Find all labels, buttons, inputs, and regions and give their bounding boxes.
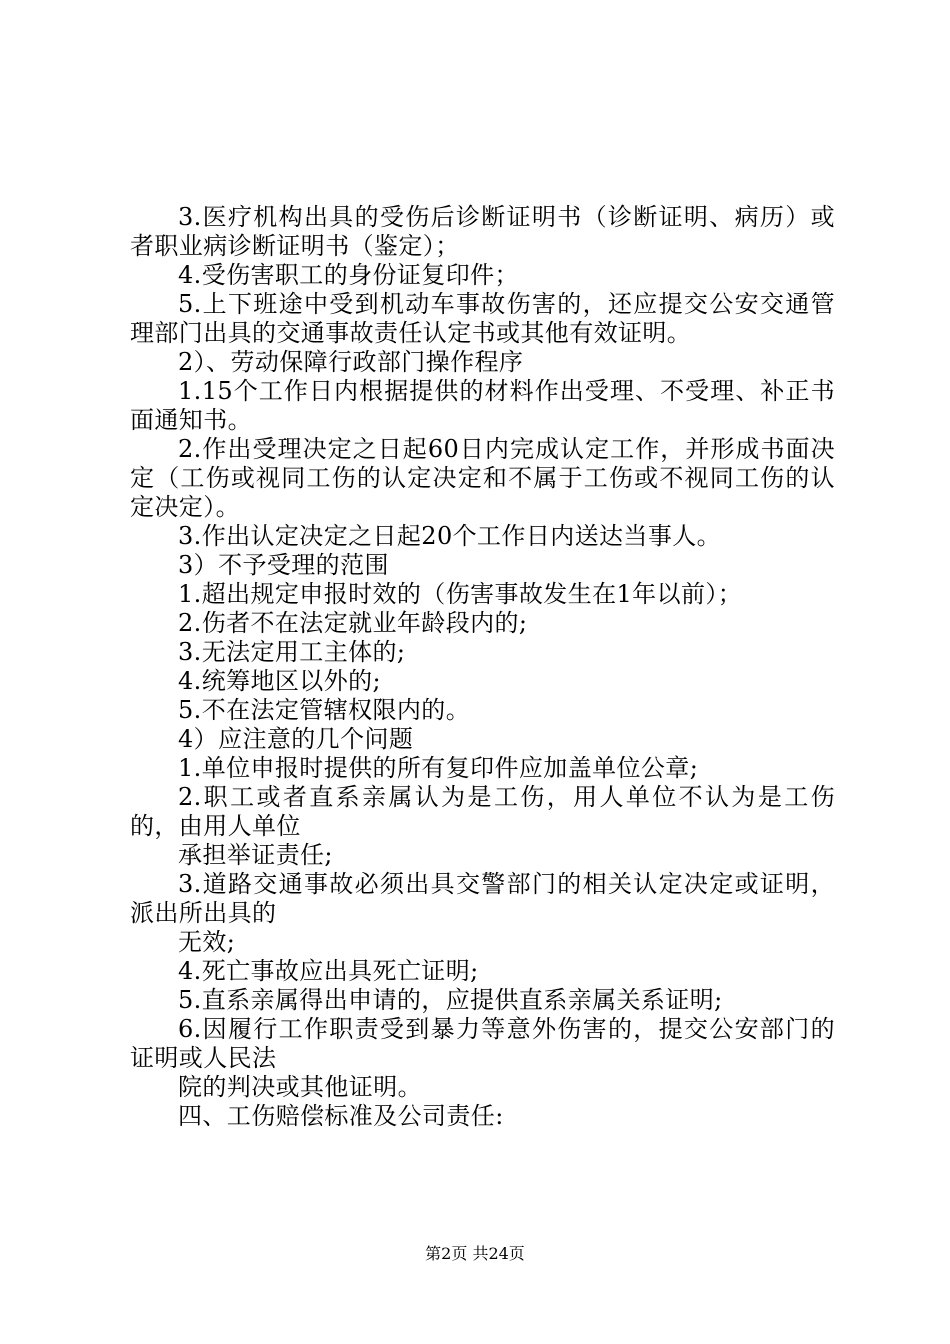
paragraph-60-days: 2.作出受理决定之日起60日内完成认定工作，并形成书面决定（工伤或视同工伤的认定决定和不属于工伤或不视同工伤的认定决定）。 <box>130 435 835 521</box>
list-item-traffic-police: 3.道路交通事故必须出具交警部门的相关认定决定或证明，派出所出具的 <box>130 870 835 927</box>
paragraph-20-days: 3.作出认定决定之日起20个工作日内送达当事人。 <box>178 522 722 550</box>
list-item-burden-of-proof: 2.职工或者直系亲属认为是工伤，用人单位不认为是工伤的，由用人单位 <box>130 783 835 840</box>
list-item-death-certificate: 4.死亡事故应出具死亡证明; <box>178 957 479 985</box>
list-item-age: 2.伤者不在法定就业年龄段内的; <box>178 609 528 637</box>
section-heading-compensation: 四、工伤赔偿标准及公司责任: <box>178 1102 504 1130</box>
list-item-traffic-police-cont: 无效; <box>178 928 236 956</box>
section-heading-not-accepted: 3）不予受理的范围 <box>178 551 389 579</box>
list-item-employer: 3.无法定用工主体的; <box>178 638 406 666</box>
paragraph-diagnosis-certificate: 3.医疗机构出具的受伤后诊断证明书（诊断证明、病历）或者职业病诊断证明书（鉴定）； <box>130 203 835 260</box>
list-item-time-limit: 1.超出规定申报时效的（伤害事故发生在1年以前）； <box>178 580 743 608</box>
list-item-violence: 6.因履行工作职责受到暴力等意外伤害的，提交公安部门的证明或人民法 <box>130 1015 835 1072</box>
list-item-seal: 1.单位申报时提供的所有复印件应加盖单位公章; <box>178 754 699 782</box>
list-item-burden-of-proof-cont: 承担举证责任; <box>178 841 333 869</box>
paragraph-id-copy: 4.受伤害职工的身份证复印件； <box>178 261 519 289</box>
document-body <box>130 203 835 1131</box>
list-item-region: 4.统筹地区以外的; <box>178 667 381 695</box>
paragraph-traffic-accident: 5.上下班途中受到机动车事故伤害的，还应提交公安交通管理部门出具的交通事故责任认定书或其他有效证明。 <box>130 290 835 347</box>
list-item-violence-cont: 院的判决或其他证明。 <box>178 1073 422 1101</box>
list-item-relatives: 5.直系亲属得出申请的，应提供直系亲属关系证明; <box>178 986 723 1014</box>
section-heading-issues: 4）应注意的几个问题 <box>178 725 414 753</box>
list-item-jurisdiction: 5.不在法定管辖权限内的。 <box>178 696 471 724</box>
paragraph-15-days: 1.15个工作日内根据提供的材料作出受理、不受理、补正书面通知书。 <box>130 377 835 434</box>
page-number-footer: 第2页 共24页 <box>425 1244 525 1263</box>
section-heading-procedure: 2）、劳动保障行政部门操作程序 <box>178 348 524 376</box>
